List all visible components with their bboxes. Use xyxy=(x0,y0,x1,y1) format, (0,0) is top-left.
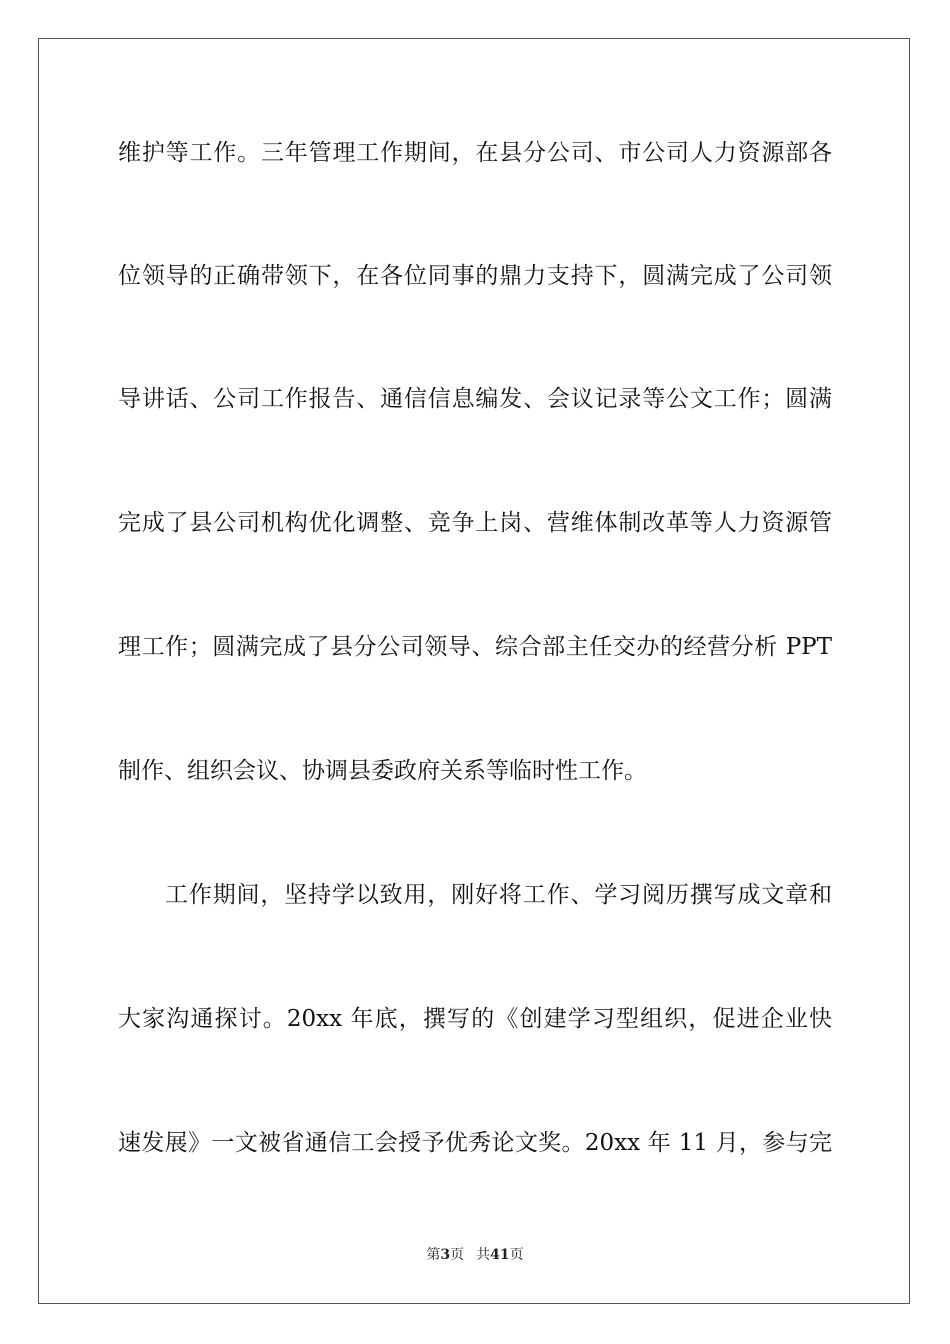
footer-total-prefix: 共 xyxy=(476,1247,491,1263)
text-line-6: 制作、组织会议、协调县委政府关系等临时性工作。 xyxy=(118,758,647,784)
text-line-5: 理工作；圆满完成了县分公司领导、综合部主任交办的经营分析 PPT xyxy=(118,634,832,660)
footer-page-number: 3 xyxy=(440,1247,451,1263)
text-line-8: 大家沟通探讨。20xx 年底，撰写的《创建学习型组织，促进企业快 xyxy=(118,1006,832,1032)
page-footer xyxy=(0,1246,950,1264)
text-line-7: 工作期间，坚持学以致用，刚好将工作、学习阅历撰写成文章和 xyxy=(165,882,832,908)
text-line-9: 速发展》一文被省通信工会授予优秀论文奖。20xx 年 11 月，参与完 xyxy=(118,1130,832,1156)
text-line-3: 导讲话、公司工作报告、通信信息编发、会议记录等公文工作；圆满 xyxy=(118,386,832,412)
footer-total-pages: 41 xyxy=(490,1247,510,1263)
text-line-4: 完成了县公司机构优化调整、竞争上岗、营维体制改革等人力资源管 xyxy=(118,510,832,536)
text-line-1: 维护等工作。三年管理工作期间，在县分公司、市公司人力资源部各 xyxy=(118,140,832,166)
footer-total-suffix: 页 xyxy=(509,1247,524,1263)
footer-page-suffix: 页 xyxy=(450,1247,465,1263)
footer-page-prefix: 第 xyxy=(426,1247,441,1263)
text-line-2: 位领导的正确带领下，在各位同事的鼎力支持下，圆满完成了公司领 xyxy=(118,263,832,289)
page-border xyxy=(38,38,910,1304)
